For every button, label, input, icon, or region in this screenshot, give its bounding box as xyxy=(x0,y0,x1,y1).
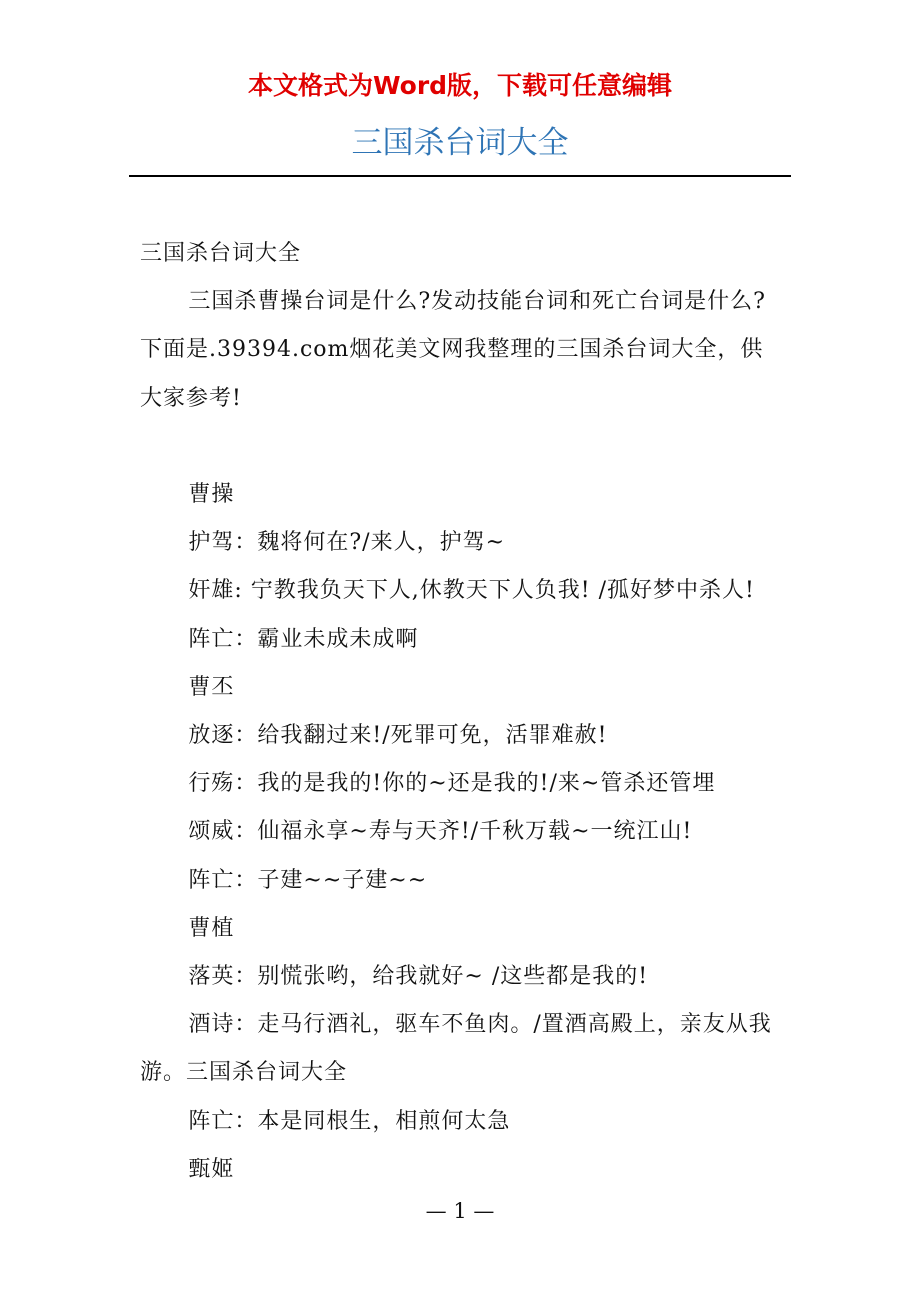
page-number: — 1 — xyxy=(425,1199,495,1223)
death-line: 阵亡：霸业未成未成啊 xyxy=(188,626,419,652)
document-title: 三国杀台词大全 xyxy=(351,125,569,161)
skill-line: 奸雄: 宁教我负天下人,休教天下人负我! /孤好梦中杀人! xyxy=(188,578,755,604)
skill-line: 落英：别慌张哟，给我就好~ /这些都是我的! xyxy=(188,964,649,990)
body-heading: 三国杀台词大全 xyxy=(140,241,302,266)
character-name: 曹丕 xyxy=(188,674,235,700)
character-name: 曹操 xyxy=(188,482,235,507)
death-line: 阵亡：本是同根生，相煎何太急 xyxy=(188,1108,511,1134)
blank-line xyxy=(140,423,782,471)
skill-line: 护驾：魏将何在?/来人，护驾~ xyxy=(188,530,506,556)
skill-line: 颂威：仙福永享~寿与天齐!/千秋万载~一统江山! xyxy=(188,819,693,845)
death-line: 阵亡：子建~~子建~~ xyxy=(188,867,428,893)
skill-line: 放逐：给我翻过来!/死罪可免，活罪难赦! xyxy=(188,723,608,749)
intro-paragraph: 三国杀曹操台词是什么?发动技能台词和死亡台词是什么?下面是.39394.com烟花美文网我整理的三国杀台词大全，供大家参考! xyxy=(140,289,766,411)
title-underline xyxy=(129,175,791,177)
document-body xyxy=(140,230,782,1194)
format-notice: 本文格式为Word版，下载可任意编辑 xyxy=(247,71,673,100)
character-name: 甄姬 xyxy=(188,1156,235,1182)
character-name: 曹植 xyxy=(188,915,235,941)
skill-line: 行殇：我的是我的!你的~还是我的!/来~管杀还管埋 xyxy=(188,771,716,797)
skill-line: 酒诗：走马行酒礼，驱车不鱼肉。/置酒高殿上，亲友从我游。三国杀台词大全 xyxy=(140,1012,772,1086)
